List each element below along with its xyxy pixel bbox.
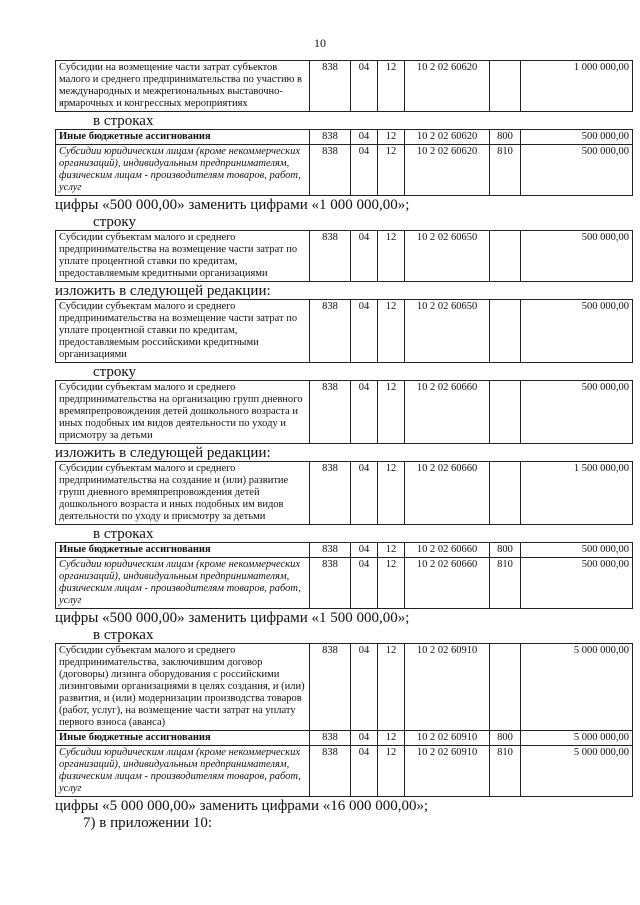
row-name-cell: Иные бюджетные ассигнования bbox=[56, 130, 310, 145]
ministry-code-cell: 838 bbox=[310, 300, 351, 363]
instruction-text: в строках bbox=[93, 526, 154, 542]
budget-table bbox=[55, 60, 633, 112]
table-row bbox=[56, 746, 633, 797]
subsection-code-cell: 12 bbox=[378, 300, 405, 363]
table-row bbox=[56, 130, 633, 145]
section-code-cell: 04 bbox=[351, 381, 378, 444]
instruction-text: изложить в следующей редакции: bbox=[55, 283, 271, 299]
instruction-text: в строках bbox=[93, 627, 154, 643]
amount-cell: 5 000 000,00 bbox=[521, 746, 633, 797]
expense-type-cell: 810 bbox=[490, 558, 521, 609]
row-name-cell: Иные бюджетные ассигнования bbox=[56, 543, 310, 558]
target-article-cell: 10 2 02 60660 bbox=[405, 558, 490, 609]
amount-cell: 500 000,00 bbox=[521, 558, 633, 609]
table-row bbox=[56, 231, 633, 282]
section-code-cell: 04 bbox=[351, 61, 378, 112]
ministry-code-cell: 838 bbox=[310, 145, 351, 196]
expense-type-cell: 800 bbox=[490, 130, 521, 145]
target-article-cell: 10 2 02 60620 bbox=[405, 145, 490, 196]
amount-cell: 1 500 000,00 bbox=[521, 462, 633, 525]
table-row bbox=[56, 644, 633, 731]
instruction-text: в строках bbox=[93, 113, 154, 129]
ministry-code-cell: 838 bbox=[310, 130, 351, 145]
ministry-code-cell: 838 bbox=[310, 731, 351, 746]
row-name-cell: Субсидии юридическим лицам (кроме некоммерческих организаций), индивидуальным предпринимателям, физическим лицам - производителям товаров, работ, услуг bbox=[56, 558, 310, 609]
expense-type-cell bbox=[490, 462, 521, 525]
expense-type-cell bbox=[490, 231, 521, 282]
table-row bbox=[56, 731, 633, 746]
row-name-cell: Субсидии субъектам малого и среднего предпринимательства на организацию групп дневного времяпрепровождения детей дошкольного возраста и иных подобных им видов деятельности по уходу и присмотру за детьми bbox=[56, 381, 310, 444]
target-article-cell: 10 2 02 60660 bbox=[405, 381, 490, 444]
table-row bbox=[56, 462, 633, 525]
instruction-text: цифры «500 000,00» заменить цифрами «1 000 000,00»; bbox=[55, 197, 410, 213]
row-name-cell: Субсидии субъектам малого и среднего предпринимательства, заключившим договор (договоры) лизинга оборудования с российскими лизинговыми организациями в целях создания, и (или) развития, и (или) модернизации производства товаров (работ, услуг), на возмещение части затрат на уплату первого взноса (аванса) bbox=[56, 644, 310, 731]
section-code-cell: 04 bbox=[351, 130, 378, 145]
section-code-cell: 04 bbox=[351, 462, 378, 525]
amount-cell: 500 000,00 bbox=[521, 543, 633, 558]
section-code-cell: 04 bbox=[351, 543, 378, 558]
ministry-code-cell: 838 bbox=[310, 381, 351, 444]
instruction-text: строку bbox=[93, 364, 136, 380]
row-name-cell: Субсидии субъектам малого и среднего предпринимательства на создание и (или) развитие групп дневного времяпрепровождения детей дошкольного возраста и иных подобных им видов деятельности по уходу и присмотру за детьми bbox=[56, 462, 310, 525]
expense-type-cell: 800 bbox=[490, 543, 521, 558]
amount-cell: 500 000,00 bbox=[521, 130, 633, 145]
section-code-cell: 04 bbox=[351, 300, 378, 363]
instruction-text: 7) в приложении 10: bbox=[83, 815, 213, 831]
subsection-code-cell: 12 bbox=[378, 381, 405, 444]
table-row bbox=[56, 145, 633, 196]
subsection-code-cell: 12 bbox=[378, 543, 405, 558]
amount-cell: 500 000,00 bbox=[521, 231, 633, 282]
instruction-text: изложить в следующей редакции: bbox=[55, 445, 271, 461]
row-name-cell: Субсидии субъектам малого и среднего предпринимательства на возмещение части затрат по уплате процентной ставки по кредитам, предоставляемым российскими кредитными организациями bbox=[56, 300, 310, 363]
section-code-cell: 04 bbox=[351, 644, 378, 731]
subsection-code-cell: 12 bbox=[378, 130, 405, 145]
subsection-code-cell: 12 bbox=[378, 644, 405, 731]
table-row bbox=[56, 543, 633, 558]
subsection-code-cell: 12 bbox=[378, 61, 405, 112]
table-row bbox=[56, 61, 633, 112]
subsection-code-cell: 12 bbox=[378, 231, 405, 282]
target-article-cell: 10 2 02 60660 bbox=[405, 543, 490, 558]
page-number: 10 bbox=[314, 36, 326, 50]
section-code-cell: 04 bbox=[351, 145, 378, 196]
amount-cell: 500 000,00 bbox=[521, 145, 633, 196]
amount-cell: 500 000,00 bbox=[521, 300, 633, 363]
expense-type-cell bbox=[490, 300, 521, 363]
table-row bbox=[56, 300, 633, 363]
ministry-code-cell: 838 bbox=[310, 462, 351, 525]
section-code-cell: 04 bbox=[351, 558, 378, 609]
ministry-code-cell: 838 bbox=[310, 644, 351, 731]
ministry-code-cell: 838 bbox=[310, 61, 351, 112]
expense-type-cell bbox=[490, 644, 521, 731]
row-name-cell: Субсидии на возмещение части затрат субъектов малого и среднего предпринимательства по участию в международных и межрегиональных выставочно-ярмарочных и конгрессных мероприятиях bbox=[56, 61, 310, 112]
section-code-cell: 04 bbox=[351, 746, 378, 797]
row-name-cell: Субсидии юридическим лицам (кроме некоммерческих организаций), индивидуальным предпринимателям, физическим лицам - производителям товаров, работ, услуг bbox=[56, 145, 310, 196]
expense-type-cell: 810 bbox=[490, 746, 521, 797]
subsection-code-cell: 12 bbox=[378, 145, 405, 196]
subsection-code-cell: 12 bbox=[378, 731, 405, 746]
expense-type-cell bbox=[490, 61, 521, 112]
target-article-cell: 10 2 02 60650 bbox=[405, 231, 490, 282]
instruction-text: цифры «500 000,00» заменить цифрами «1 500 000,00»; bbox=[55, 610, 410, 626]
document-body bbox=[55, 60, 629, 831]
amount-cell: 500 000,00 bbox=[521, 381, 633, 444]
budget-table bbox=[55, 461, 633, 525]
row-name-cell: Субсидии субъектам малого и среднего предпринимательства на возмещение части затрат по уплате процентной ставки по кредитам, предоставляемым кредитными организациями bbox=[56, 231, 310, 282]
subsection-code-cell: 12 bbox=[378, 558, 405, 609]
instruction-text: цифры «5 000 000,00» заменить цифрами «16 000 000,00»; bbox=[55, 798, 429, 814]
target-article-cell: 10 2 02 60910 bbox=[405, 746, 490, 797]
expense-type-cell: 800 bbox=[490, 731, 521, 746]
budget-table bbox=[55, 230, 633, 282]
subsection-code-cell: 12 bbox=[378, 746, 405, 797]
target-article-cell: 10 2 02 60620 bbox=[405, 61, 490, 112]
target-article-cell: 10 2 02 60910 bbox=[405, 731, 490, 746]
row-name-cell: Иные бюджетные ассигнования bbox=[56, 731, 310, 746]
row-name-cell: Субсидии юридическим лицам (кроме некоммерческих организаций), индивидуальным предпринимателям, физическим лицам - производителям товаров, работ, услуг bbox=[56, 746, 310, 797]
expense-type-cell: 810 bbox=[490, 145, 521, 196]
amount-cell: 5 000 000,00 bbox=[521, 731, 633, 746]
target-article-cell: 10 2 02 60650 bbox=[405, 300, 490, 363]
budget-table bbox=[55, 643, 633, 797]
ministry-code-cell: 838 bbox=[310, 231, 351, 282]
budget-table bbox=[55, 129, 633, 196]
budget-table bbox=[55, 299, 633, 363]
amount-cell: 5 000 000,00 bbox=[521, 644, 633, 731]
budget-table bbox=[55, 542, 633, 609]
section-code-cell: 04 bbox=[351, 731, 378, 746]
table-row bbox=[56, 558, 633, 609]
target-article-cell: 10 2 02 60660 bbox=[405, 462, 490, 525]
section-code-cell: 04 bbox=[351, 231, 378, 282]
subsection-code-cell: 12 bbox=[378, 462, 405, 525]
table-row bbox=[56, 381, 633, 444]
ministry-code-cell: 838 bbox=[310, 746, 351, 797]
instruction-text: строку bbox=[93, 214, 136, 230]
target-article-cell: 10 2 02 60910 bbox=[405, 644, 490, 731]
budget-table bbox=[55, 380, 633, 444]
expense-type-cell bbox=[490, 381, 521, 444]
ministry-code-cell: 838 bbox=[310, 543, 351, 558]
ministry-code-cell: 838 bbox=[310, 558, 351, 609]
target-article-cell: 10 2 02 60620 bbox=[405, 130, 490, 145]
amount-cell: 1 000 000,00 bbox=[521, 61, 633, 112]
